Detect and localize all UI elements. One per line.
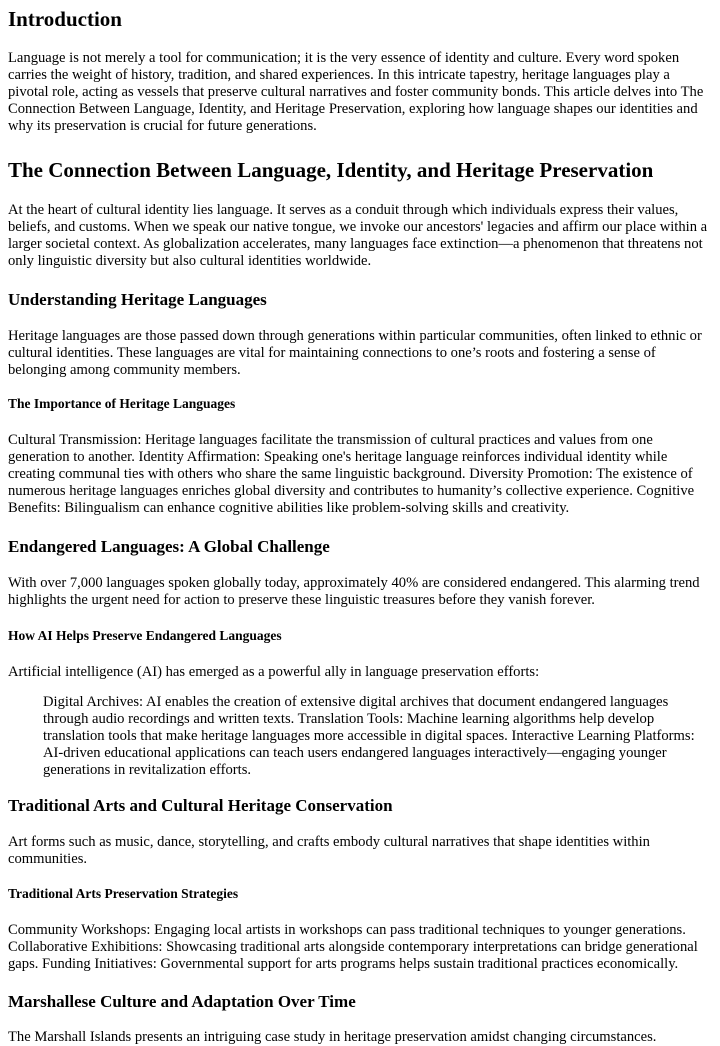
article — [0, 7, 720, 1046]
heading-arts-preservation-strategies: Traditional Arts Preservation Strategies — [8, 886, 239, 901]
heading-importance-of-heritage-languages: The Importance of Heritage Languages — [8, 396, 236, 411]
paragraph-ai-preservation: Artificial intelligence (AI) has emerged as a powerful ally in language preservation efforts: — [8, 664, 540, 680]
heading-ai-preservation: How AI Helps Preserve Endangered Languages — [8, 628, 282, 643]
paragraph-importance-of-heritage-languages: Cultural Transmission: Heritage languages facilitate the transmission of cultural practices and values from one generation to another. Identity Affirmation: Speaking one's heritage language reinforces individual identity while creating communal ties with others who share the same linguistic background. Diversity Promotion: The existence of numerous heritage languages enriches global diversity and contributes to humanity’s collective experience. Cognitive Benefits: Bilingualism can enhance cognitive abilities like problem-solving skills and creativity. — [8, 432, 695, 516]
paragraph-marshallese-culture: The Marshall Islands presents an intriguing case study in heritage preservation amidst changing circumstances. — [8, 1029, 657, 1045]
heading-understanding-heritage-languages: Understanding Heritage Languages — [8, 290, 267, 309]
heading-traditional-arts: Traditional Arts and Cultural Heritage Conservation — [8, 796, 393, 815]
paragraph-arts-preservation-strategies: Community Workshops: Engaging local artists in workshops can pass traditional techniques to younger generations. Collaborative Exhibitions: Showcasing traditional arts alongside contemporary interpretations can bridge generational gaps. Funding Initiatives: Governmental support for arts programs helps sustain traditional practices economically. — [8, 922, 698, 972]
blockquote-ai-methods: Digital Archives: AI enables the creation of extensive digital archives that document endangered languages through audio recordings and written texts. Translation Tools: Machine learning algorithms help develop translation tools that make heritage languages more accessible in digital spaces. Interactive Learning Platforms: AI-driven educational applications can teach users endangered languages interactively—engaging younger generations in revitalization efforts. — [43, 694, 695, 778]
heading-endangered-languages: Endangered Languages: A Global Challenge — [8, 537, 330, 556]
paragraph-traditional-arts: Art forms such as music, dance, storytelling, and crafts embody cultural narratives that shape identities within communities. — [8, 834, 650, 867]
paragraph-understanding-heritage-languages: Heritage languages are those passed down through generations within particular communities, often linked to ethnic or cultural identities. These languages are vital for maintaining connections to one’s roots and fostering a sense of belonging among community members. — [8, 328, 702, 378]
heading-marshallese-culture: Marshallese Culture and Adaptation Over Time — [8, 992, 356, 1011]
paragraph-introduction: Language is not merely a tool for communication; it is the very essence of identity and culture. Every word spoken carries the weight of history, tradition, and shared experiences. In this intricate tapestry, heritage languages play a pivotal role, acting as vessels that preserve cultural narratives and foster community bonds. This article delves into The Connection Between Language, Identity, and Heritage Preservation, exploring how language shapes our identities and why its preservation is crucial for future generations. — [8, 50, 704, 134]
paragraph-connection: At the heart of cultural identity lies language. It serves as a conduit through which individuals express their values, beliefs, and customs. When we speak our native tongue, we invoke our ancestors' legacies and affirm our place within a larger societal context. As globalization accelerates, many languages face extinction—a phenomenon that threatens not only linguistic diversity but also cultural identities worldwide. — [8, 202, 708, 269]
paragraph-endangered-languages: With over 7,000 languages spoken globally today, approximately 40% are considered endangered. This alarming trend highlights the urgent need for action to preserve these linguistic treasures before they vanish forever. — [8, 575, 700, 608]
heading-introduction: Introduction — [8, 7, 122, 31]
heading-connection: The Connection Between Language, Identity, and Heritage Preservation — [8, 158, 654, 182]
